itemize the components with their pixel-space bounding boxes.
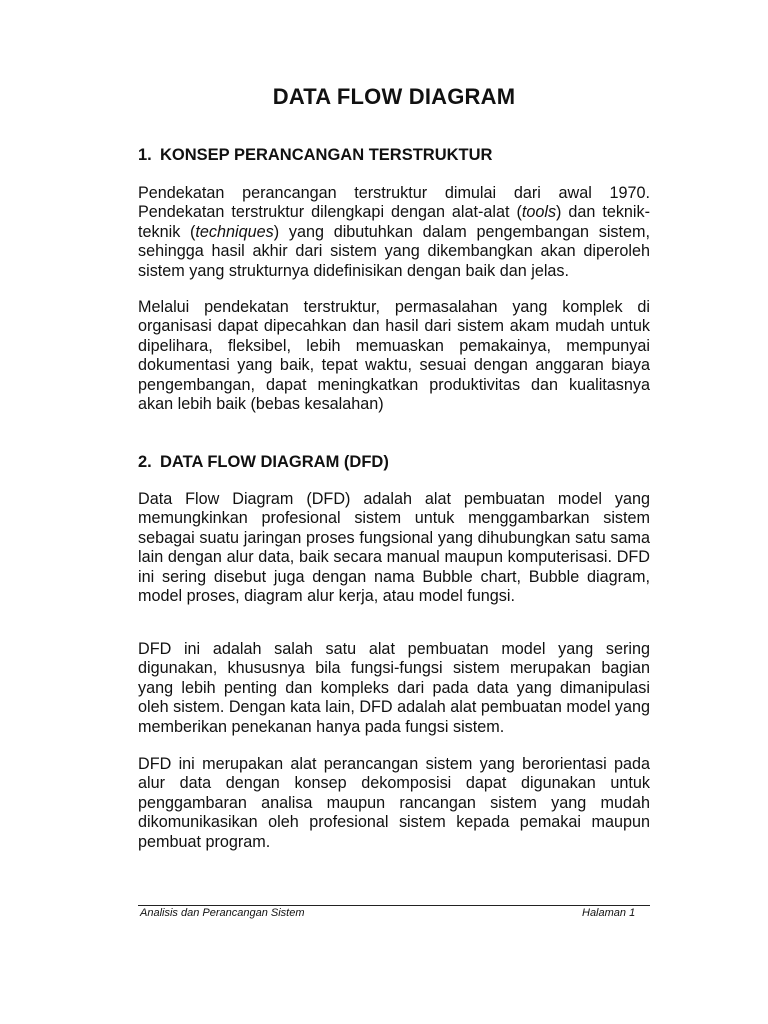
paragraph-text: ) yang dibutuhkan dalam pengembangan sistem, sehingga hasil akhir dari sistem yang dikembangkan akan diperoleh sistem yang strukturnya didefinisikan dengan baik dan jelas. [138, 222, 650, 280]
section-1-heading-text: KONSEP PERANCANGAN TERSTRUKTUR [160, 146, 493, 164]
footer-divider [138, 905, 650, 906]
paragraph-italic-term: techniques [195, 222, 274, 241]
section-2-paragraph-2: DFD ini adalah salah satu alat pembuatan model yang sering digunakan, khususnya bila fungsi-fungsi sistem merupakan bagian yang lebih penting dan kompleks dari pada data yang dimanipulasi oleh sistem. Dengan kata lain, DFD adalah alat pembuatan model yang memberikan penekanan hanya pada fungsi sistem. [138, 640, 651, 736]
section-2-heading [138, 453, 389, 472]
paragraph-text: ) dan teknik-teknik ( [138, 203, 650, 241]
section-2-number: 2. [138, 453, 152, 471]
paragraph-italic-term: tools [521, 203, 557, 222]
section-1-paragraph-2: Melalui pendekatan terstruktur, permasalahan yang komplek di organisasi dapat dipecahkan dan hasil dari sistem akam mudah untuk dipelihara, fleksibel, lebih memuaskan pemakainya, mempunyai dokumentasi yang baik, tepat waktu, sesuai dengan anggaran biaya pengembangan, dapat meningkatkan produktivitas dan kualitasnya akan lebih baik (bebas kesalahan) [138, 298, 650, 414]
section-2-heading-text: DATA FLOW DIAGRAM (DFD) [160, 453, 389, 471]
section-2-paragraph-1: Data Flow Diagram (DFD) adalah alat pembuatan model yang memungkinkan profesional sistem untuk menggambarkan sistem sebagai suatu jaringan proses fungsional yang dihubungkan satu sama lain dengan alur data, baik secara manual maupun komputerisasi. DFD ini sering disebut juga dengan nama Bubble chart, Bubble diagram, model proses, diagram alur kerja, atau model fungsi. [138, 490, 650, 606]
paragraph-text: Pendekatan perancangan terstruktur dimulai dari awal 1970. Pendekatan terstruktur dilengkapi dengan alat-alat ( [138, 184, 650, 222]
section-1-number: 1. [138, 146, 152, 164]
footer-page-number: Halaman 1 [582, 907, 636, 919]
footer-document-title: Analisis dan Perancangan Sistem [140, 907, 305, 919]
section-2-paragraph-3: DFD ini merupakan alat perancangan sistem yang berorientasi pada alur data dengan konsep dekomposisi dapat digunakan untuk penggambaran analisa maupun rancangan sistem yang mudah dikomunikasikan oleh profesional sistem kepada pemakai maupun pembuat program. [138, 755, 650, 851]
section-1-heading [138, 146, 492, 165]
page-title: DATA FLOW DIAGRAM [272, 84, 516, 109]
section-1-paragraph-1 [138, 184, 650, 281]
